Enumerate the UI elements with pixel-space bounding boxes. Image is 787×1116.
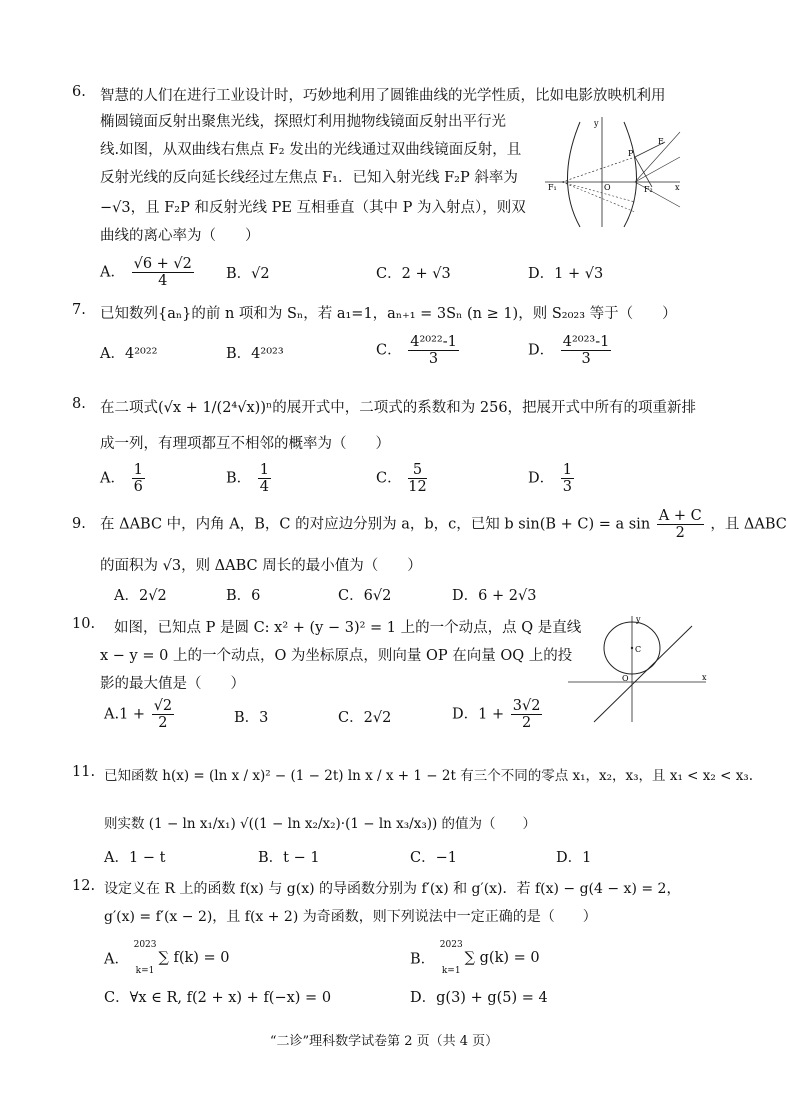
q10-option-c-text: 2√2 [363, 710, 392, 726]
q10-option-b-label: B． [234, 710, 260, 726]
q12-option-a-upper-bound: 2023 [133, 940, 157, 950]
q9-line1-end: ，且 ΔABC [710, 516, 787, 533]
q8-option-d [528, 462, 576, 495]
q8-line1-end: 的展开式中，二项式的系数和为 256，把展开式中所有的项重新排 [272, 400, 697, 416]
q7-option-d-denominator: 3 [581, 351, 591, 367]
q6-number: 6. [72, 84, 86, 100]
q6-option-c-label: C． [376, 266, 402, 282]
q10-option-a-fraction [152, 698, 174, 731]
q12-option-a-sum-bounds [134, 940, 157, 976]
q12-option-d [410, 986, 548, 1007]
q6-option-b-text: √2 [251, 266, 270, 282]
q8-option-c-fraction [408, 462, 426, 495]
q9-line1 [100, 508, 787, 541]
q12-option-b-label: B． [410, 951, 436, 968]
q7-text: 已知数列{aₙ}的前 n 项和为 Sₙ，若 a₁=1，aₙ₊₁ = 3Sₙ (n ≥ 1)，则 S₂₀₂₃ 等于（ ） [100, 306, 677, 322]
q8-option-d-fraction [561, 462, 574, 495]
q11-line1: 已知函数 h(x) = (ln x / x)² − (1 − 2t) ln x / x + 1 − 2t 有三个不同的零点 x₁，x₂，x₃，且 x₁ < x₂ < x₃. [104, 768, 754, 784]
q12-option-b-sum-bounds [440, 940, 463, 976]
q6-line6: 曲线的离心率为（ ） [100, 228, 260, 244]
q10-option-a-prefix: 1 + [119, 706, 146, 723]
q10-option-d-numerator: 3√2 [512, 698, 541, 714]
q6-option-c-text: 2 + √3 [401, 266, 451, 282]
q9-fraction-numerator: A + C [658, 508, 702, 524]
q6-line5: −√3，且 F₂P 和反射光线 PE 互相垂直（其中 P 为入射点），则双 [100, 200, 526, 216]
q8-option-a-label: A． [100, 470, 125, 487]
q6-fig-x-label: x [675, 183, 680, 192]
q6-option-b-label: B． [226, 266, 252, 282]
q7-option-a-text: 4²⁰²² [124, 346, 158, 362]
q6-fig-f2-label: F₂ [644, 185, 653, 194]
q10-option-a-denominator: 2 [158, 715, 168, 731]
q6-option-d-label: D． [528, 266, 555, 282]
q10-option-a-numerator: √2 [153, 698, 173, 714]
q9-line2: 的面积为 √3，则 ΔABC 周长的最小值为（ ） [100, 558, 422, 574]
q10-circle-line-figure [566, 612, 712, 724]
q9-option-a-label: A． [114, 588, 139, 604]
q9-option-c-text: 6√2 [363, 588, 392, 604]
q7-option-c [376, 334, 461, 367]
q7-option-d-label: D． [528, 342, 555, 359]
q7-option-d [528, 334, 613, 367]
q6-option-b [226, 262, 270, 283]
q8-line1-start: 在二项式 [100, 400, 158, 416]
q7-option-b [226, 342, 284, 363]
q6-option-a-numerator: √6 + √2 [133, 256, 192, 272]
q8-option-d-label: D． [528, 470, 555, 487]
q8-option-d-denominator: 3 [562, 479, 572, 495]
q9-option-a-text: 2√2 [138, 588, 167, 604]
q7-option-d-fraction [561, 334, 612, 367]
q12-option-a-label: A． [104, 951, 129, 968]
q7-option-a-label: A． [100, 346, 125, 362]
q6-option-c [376, 262, 451, 283]
q6-line3: 线.如图，从双曲线右焦点 F₂ 发出的光线通过双曲线镜面反射，且 [100, 142, 522, 158]
q9-option-b-label: B． [226, 588, 252, 604]
q6-option-a-fraction [132, 256, 194, 289]
q7-option-b-text: 4²⁰²³ [251, 346, 284, 362]
q10-option-a-label: A. [104, 706, 120, 723]
q6-fig-f1-label: F₁ [548, 183, 557, 192]
q6-option-a-denominator: 4 [158, 273, 168, 289]
q11-option-d-text: 1 [582, 850, 592, 866]
q10-fig-o-label: O [622, 674, 629, 683]
q7-number: 7. [72, 302, 86, 318]
q9-option-d [452, 584, 536, 605]
q9-half-angle-fraction [657, 508, 704, 541]
q9-option-c-label: C． [338, 588, 364, 604]
q6-fig-o-label: O [604, 183, 611, 192]
q6-fig-e-label: E [658, 137, 664, 146]
q9-option-b [226, 584, 260, 605]
q8-option-c [376, 462, 429, 495]
q11-number: 11. [72, 764, 96, 780]
q12-option-a-lower-bound: k=1 [135, 966, 155, 976]
q8-option-b-label: B． [226, 470, 252, 487]
q6-option-d-text: 1 + √3 [554, 266, 604, 282]
q9-option-d-text: 6 + 2√3 [478, 588, 537, 604]
q10-option-a [104, 698, 176, 731]
q12-option-d-label: D． [410, 990, 437, 1006]
q8-option-d-numerator: 1 [562, 462, 572, 478]
q8-option-a-fraction [132, 462, 145, 495]
q11-option-d-label: D． [556, 850, 583, 866]
q12-option-a-text: ∑ f(k) = 0 [158, 950, 230, 966]
q10-option-c-label: C． [338, 710, 364, 726]
q11-option-b [258, 846, 320, 867]
q10-fig-c-label: C [635, 645, 642, 654]
q6-option-a-label: A． [100, 264, 125, 281]
q11-option-c-text: −1 [435, 850, 457, 866]
q8-line1 [100, 396, 696, 417]
q9-option-d-label: D． [452, 588, 479, 604]
q12-option-d-text: g(3) + g(5) = 4 [436, 990, 548, 1006]
q10-line3: 影的最大值是（ ） [100, 676, 245, 692]
q8-option-a-numerator: 1 [133, 462, 143, 478]
q10-option-b [234, 706, 268, 727]
q7-option-b-label: B． [226, 346, 252, 362]
q9-option-b-text: 6 [251, 588, 261, 604]
q11-option-d [556, 846, 591, 867]
q12-line2: g′(x) = f′(x − 2)，且 f(x + 2) 为奇函数，则下列说法中一定正确的是（ ） [104, 909, 597, 925]
q8-option-c-denominator: 12 [408, 479, 427, 495]
q9-fraction-denominator: 2 [675, 525, 685, 541]
q6-fig-y-label: y [594, 119, 599, 128]
q8-option-b-fraction [258, 462, 271, 495]
q8-binomial-expression: (√x + 1/(2⁴√x))ⁿ [158, 400, 273, 416]
q11-option-b-text: t − 1 [283, 850, 320, 866]
q10-option-d [452, 698, 544, 731]
q10-option-d-prefix: 1 + [478, 706, 505, 723]
q7-option-d-numerator: 4²⁰²³-1 [562, 334, 610, 350]
q10-line2: x − y = 0 上的一个动点，O 为坐标原点，则向量 OP 在向量 OQ 上的投 [100, 648, 573, 664]
q9-option-a [114, 584, 167, 605]
q12-option-b [410, 940, 540, 976]
q6-line2: 椭圆镜面反射出聚焦光线，探照灯利用抛物线镜面反射出平行光 [100, 114, 506, 130]
q8-option-c-numerator: 5 [408, 462, 426, 479]
q10-fig-y-label: y [636, 615, 641, 624]
q10-option-d-fraction [511, 698, 543, 731]
q11-option-a-label: A． [104, 850, 129, 866]
q6-hyperbola-figure [540, 112, 690, 232]
q7-option-a [100, 342, 157, 363]
q7-option-c-numerator: 4²⁰²²-1 [410, 334, 457, 350]
q6-line1: 智慧的人们在进行工业设计时，巧妙地利用了圆锥曲线的光学性质，比如电影放映机利用 [100, 88, 666, 104]
q6-option-d [528, 262, 603, 283]
q10-option-d-denominator: 2 [521, 715, 532, 731]
q8-option-c-label: C． [376, 470, 402, 487]
q10-option-b-text: 3 [259, 710, 269, 726]
q11-option-c-label: C． [410, 850, 436, 866]
page-footer: “二诊”理科数学试卷第 2 页（共 4 页） [269, 1034, 499, 1049]
q10-option-c [338, 706, 391, 727]
q8-number: 8. [72, 396, 86, 412]
q8-option-a-denominator: 6 [133, 479, 143, 495]
q12-option-b-upper-bound: 2023 [439, 940, 463, 950]
q11-option-a-text: 1 − t [128, 850, 166, 866]
q7-option-c-fraction [408, 334, 459, 367]
q6-line4: 反射光线的反向延长线经过左焦点 F₁．已知入射光线 F₂P 斜率为 [100, 170, 518, 186]
q12-option-c-text: ∀x ∈ R, f(2 + x) + f(−x) = 0 [129, 990, 332, 1006]
q8-option-a [100, 462, 147, 495]
q12-option-c-label: C． [104, 990, 130, 1006]
q12-line1: 设定义在 R 上的函数 f(x) 与 g(x) 的导函数分别为 f′(x) 和 g′(x)．若 f(x) − g(4 − x) = 2， [104, 881, 681, 897]
q7-option-c-label: C． [376, 342, 402, 359]
q10-line1: 如图，已知点 P 是圆 C: x² + (y − 3)² = 1 上的一个动点，点 Q 是直线 [114, 620, 582, 636]
q9-number: 9. [72, 516, 86, 532]
q6-option-a [100, 256, 196, 289]
q10-number: 10. [72, 616, 96, 632]
q6-fig-p-label: P [628, 149, 634, 158]
q8-option-b-numerator: 1 [259, 462, 269, 478]
q11-option-a [104, 846, 165, 867]
q8-option-b [226, 462, 273, 495]
q7-option-c-denominator: 3 [428, 351, 439, 367]
q8-option-b-denominator: 4 [259, 479, 269, 495]
q11-option-b-label: B． [258, 850, 284, 866]
q12-option-a [104, 940, 230, 976]
q11-option-c [410, 846, 457, 867]
q9-line1-start: 在 ΔABC 中，内角 A，B，C 的对应边分别为 a，b，c，已知 b sin(B + C) = a sin [100, 516, 651, 533]
q11-line2: 则实数 (1 − ln x₁/x₁) √((1 − ln x₂/x₂)·(1 − ln x₃/x₃)) 的值为（ ） [104, 816, 537, 832]
q8-line2: 成一列，有理项都互不相邻的概率为（ ） [100, 436, 390, 452]
q12-option-b-text: ∑ g(k) = 0 [464, 950, 540, 966]
q12-option-b-lower-bound: k=1 [441, 966, 461, 976]
q10-option-d-label: D． [452, 706, 479, 723]
q12-option-c [104, 986, 331, 1007]
q12-number: 12. [72, 878, 96, 894]
q9-option-c [338, 584, 391, 605]
q10-fig-x-label: x [702, 673, 707, 682]
